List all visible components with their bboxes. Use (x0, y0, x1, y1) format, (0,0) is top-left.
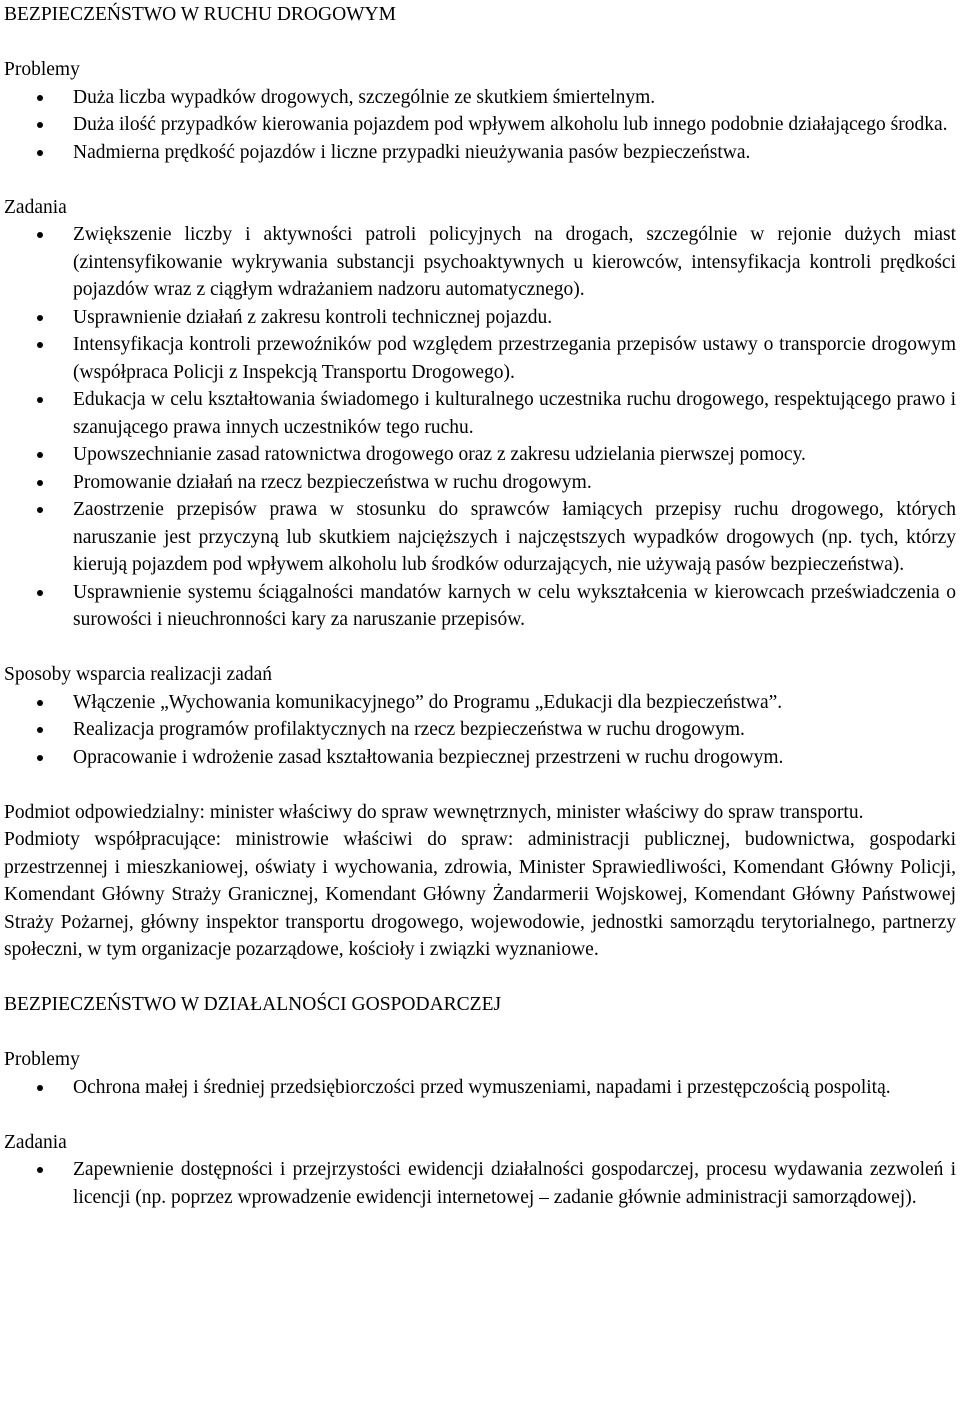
bullet-icon (37, 452, 43, 458)
spacer (4, 1101, 956, 1129)
cooperating-entities: Podmioty współpracujące: ministrowie właściwi do spraw: administracji publicznej, budownictwa, gospodarki przestrzennej i mieszkaniowej, oświaty i wychowania, zdrowia, Minister Sprawiedliwości, Komendant Główny Policji, Komendant Główny Straży Granicznej, Komendant Główny Żandarmerii Wojskowej, Komendant Główny Państwowej Straży Pożarnej, główny inspektor transportu drogowego, wojewodowie, jednostki samorządu terytorialnego, partnerzy społeczni, w tym organizacje pozarządowe, kościoły i związki wyznaniowe. (4, 829, 956, 960)
bullet-icon (37, 700, 43, 706)
section-title-business-safety: BEZPIECZEŃSTWO W DZIAŁALNOŚCI GOSPODARCZEJ (4, 994, 502, 1015)
list-item: Duża liczba wypadków drogowych, szczególnie ze skutkiem śmiertelnym. (4, 84, 956, 112)
support-list (4, 689, 956, 772)
spacer (4, 771, 956, 799)
bullet-icon (37, 232, 43, 238)
list-item: Włączenie „Wychowania komunikacyjnego” do Programu „Edukacji dla bezpieczeństwa”. (4, 689, 956, 717)
bullet-icon (37, 755, 43, 761)
bullet-icon (37, 315, 43, 321)
bullet-icon (37, 480, 43, 486)
list-item: Zwiększenie liczby i aktywności patroli policyjnych na drogach, szczególnie w rejonie dużych miast (zintensyfikowanie wykrywania substancji psychoaktywnych u kierowców, intensyfikacja kontroli prędkości pojazdów wraz z ciągłym wdrażaniem nadzoru automatycznego). (4, 221, 956, 304)
list-item: Zaostrzenie przepisów prawa w stosunku do sprawców łamiących przepisy ruchu drogowego, których naruszanie jest przyczyną lub skutkiem najcięższych i najczęstszych wypadków drogowych (np. tych, którzy kierują pojazdem pod wpływem alkoholu lub środków odurzających, nie używają pasów bezpieczeństwa). (4, 496, 956, 579)
list-item: Usprawnienie systemu ściągalności mandatów karnych w celu wykształcenia w kierowcach przeświadczenia o surowości i nieuchronności kary za naruszanie przepisów. (4, 579, 956, 634)
section-title-road-safety: BEZPIECZEŃSTWO W RUCHU DROGOWYM (4, 4, 396, 25)
list-item: Nadmierna prędkość pojazdów i liczne przypadki nieużywania pasów bezpieczeństwa. (4, 139, 956, 167)
bullet-icon (37, 507, 43, 513)
list-item: Usprawnienie działań z zakresu kontroli technicznej pojazdu. (4, 304, 956, 332)
tasks-heading: Zadania (4, 1131, 67, 1153)
spacer (4, 166, 956, 194)
bullet-icon (37, 95, 43, 101)
problems-heading: Problemy (4, 1049, 80, 1070)
list-item: Upowszechnianie zasad ratownictwa drogowego oraz z zakresu udzielania pierwszej pomocy. (4, 441, 956, 469)
problems-heading: Problemy (4, 59, 80, 80)
tasks-list (4, 1156, 956, 1211)
spacer (4, 29, 956, 57)
list-item: Intensyfikacja kontroli przewoźników pod względem przestrzegania przepisów ustawy o transporcie drogowym (współpraca Policji z Inspekcją Transportu Drogowego). (4, 331, 956, 386)
list-item: Duża ilość przypadków kierowania pojazdem pod wpływem alkoholu lub innego podobnie działającego środka. (4, 111, 956, 139)
responsible-entity: Podmiot odpowiedzialny: minister właściwy do spraw wewnętrznych, minister właściwy do spraw transportu. (4, 801, 864, 823)
support-heading: Sposoby wsparcia realizacji zadań (4, 664, 273, 685)
tasks-list (4, 221, 956, 634)
tasks-heading: Zadania (4, 196, 67, 218)
list-item: Zapewnienie dostępności i przejrzystości ewidencji działalności gospodarczej, procesu wydawania zezwoleń i licencji (np. poprzez wprowadzenie ewidencji internetowej – zadanie głównie administracji samorządowej). (4, 1156, 956, 1211)
bullet-icon (37, 1167, 43, 1173)
bullet-icon (37, 342, 43, 348)
spacer (4, 964, 956, 992)
list-item: Opracowanie i wdrożenie zasad kształtowania bezpiecznej przestrzeni w ruchu drogowym. (4, 744, 956, 772)
list-item: Edukacja w celu kształtowania świadomego i kulturalnego uczestnika ruchu drogowego, respektującego prawo i szanującego prawa innych uczestników tego ruchu. (4, 386, 956, 441)
spacer (4, 634, 956, 662)
bullet-icon (37, 397, 43, 403)
spacer (4, 1019, 956, 1047)
list-item: Realizacja programów profilaktycznych na rzecz bezpieczeństwa w ruchu drogowym. (4, 716, 956, 744)
problems-list (4, 84, 956, 167)
list-item: Promowanie działań na rzecz bezpieczeństwa w ruchu drogowym. (4, 469, 956, 497)
bullet-icon (37, 590, 43, 596)
bullet-icon (37, 1085, 43, 1091)
bullet-icon (37, 122, 43, 128)
problems-list (4, 1074, 956, 1102)
bullet-icon (37, 727, 43, 733)
list-item: Ochrona małej i średniej przedsiębiorczości przed wymuszeniami, napadami i przestępczością pospolitą. (4, 1074, 956, 1102)
bullet-icon (37, 150, 43, 156)
